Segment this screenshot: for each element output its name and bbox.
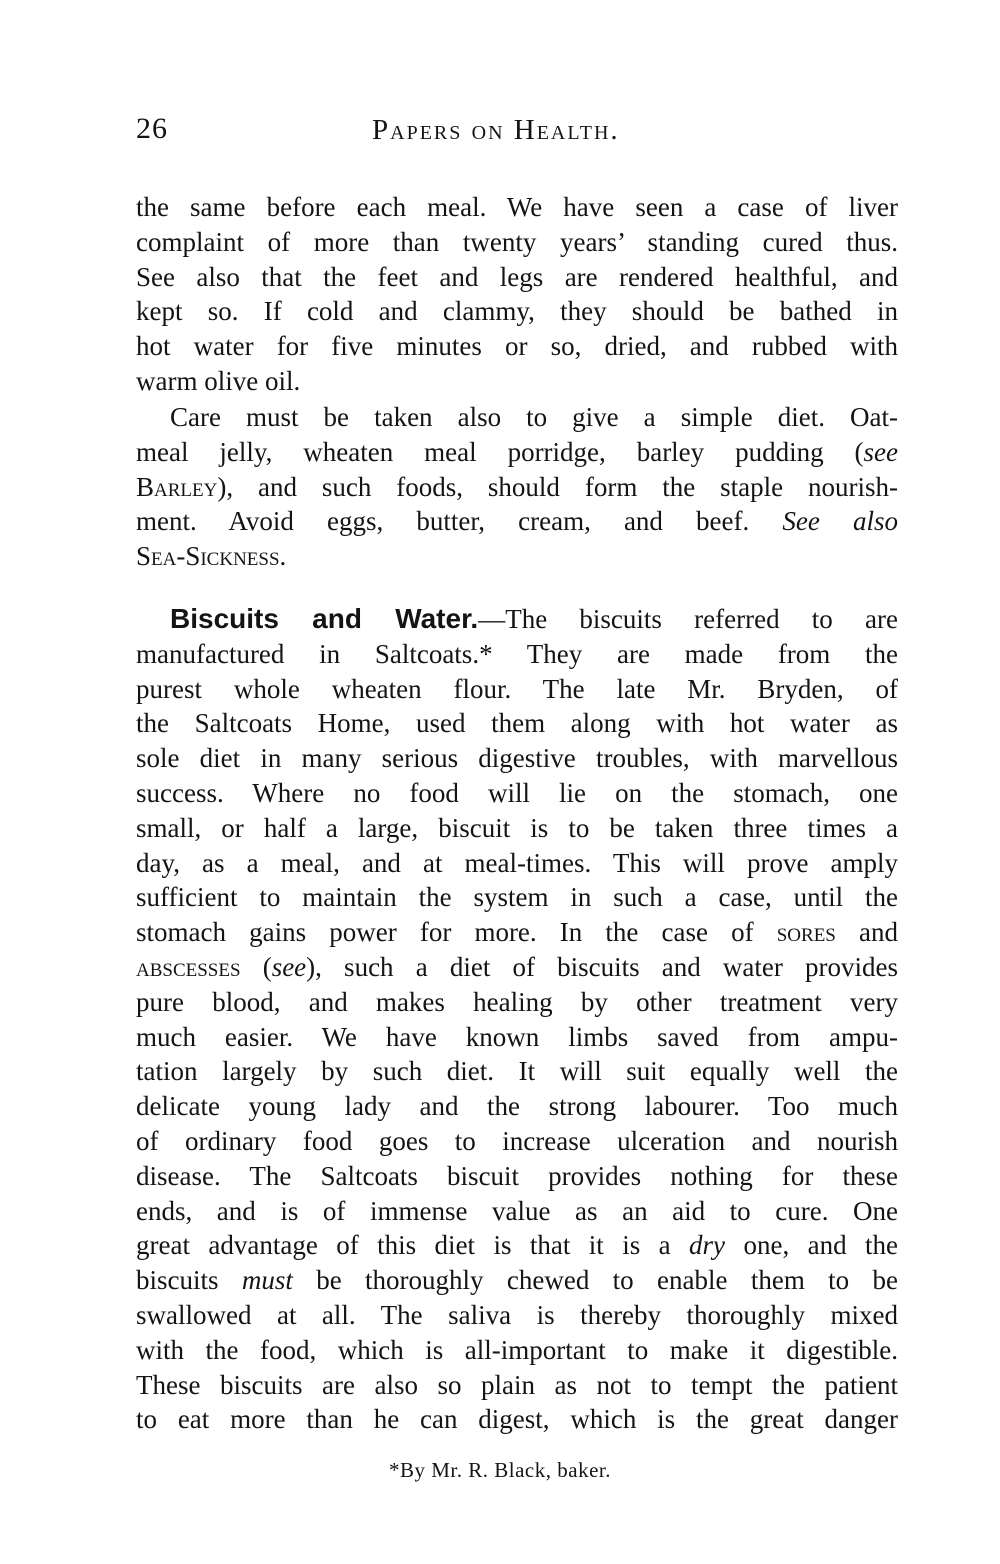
cross-reference-sores: sores — [776, 917, 836, 948]
text-run: be thoroughly chewed to enable them to be — [292, 1265, 898, 1296]
text-line: kept so. If cold and clammy, they should be bathed in — [136, 296, 898, 327]
text-run: ment. Avoid eggs, butter, cream, and beef. — [136, 506, 783, 537]
text-run: one, and the — [725, 1230, 898, 1261]
text-line — [136, 539, 898, 574]
text-line: the same before each meal. We have seen a case of liver — [136, 192, 898, 222]
text-run: great advantage of this diet is that it is a — [136, 1230, 690, 1261]
text-line: disease. The Saltcoats biscuit provides nothing for these — [136, 1160, 898, 1191]
text-line: sole diet in many serious digestive troubles, with marvellous — [136, 743, 898, 774]
text-run: ( — [240, 951, 272, 982]
text-line — [136, 950, 898, 985]
emphasis-must: must — [241, 1265, 293, 1296]
text-line — [136, 435, 898, 470]
cross-reference-see: see — [271, 951, 307, 982]
text-line: success. Where no food will lie on the stomach, one — [136, 777, 898, 808]
text-line: purest whole wheaten flour. The late Mr. Bryden, of — [136, 673, 898, 704]
text-run: stomach gains power for more. In the case of — [136, 917, 777, 948]
text-run: and — [835, 917, 898, 948]
text-line: small, or half a large, biscuit is to be taken three times a — [136, 812, 898, 843]
text-line: sufficient to maintain the system in such a case, until the — [136, 882, 898, 913]
text-run: ), such a diet of biscuits and water provides — [306, 951, 898, 982]
text-line: warm olive oil. — [136, 365, 301, 396]
text-run: ), and such foods, should form the staple nourish- — [217, 471, 898, 502]
cross-reference-see-also: See also — [782, 506, 898, 537]
text-line: to eat more than he can digest, which is the great danger — [136, 1404, 898, 1435]
footnote: *By Mr. R. Black, baker. — [389, 1458, 611, 1482]
page-number: 26 — [136, 112, 168, 145]
text-line: See also that the feet and legs are rendered healthful, and — [136, 261, 898, 292]
text-run: meal jelly, wheaten meal porridge, barley pudding ( — [136, 436, 864, 467]
running-title: Papers on Health. — [372, 114, 620, 146]
emphasis-dry: dry — [689, 1230, 726, 1261]
text-line: manufactured in Saltcoats.* They are made from the — [136, 638, 898, 669]
text-line: hot water for five minutes or so, dried, and rubbed with — [136, 331, 898, 362]
cross-reference-sea-sickness: Sea-Sickness — [136, 541, 280, 572]
paragraph-simple-diet — [136, 400, 898, 574]
text-line: These biscuits are also so plain as not to tempt the patient — [136, 1369, 898, 1400]
running-head — [136, 112, 896, 158]
cross-reference-see: see — [863, 436, 898, 467]
text-line: with the food, which is all-important to make it digestible. — [136, 1334, 898, 1365]
cross-reference-barley: Barley — [136, 471, 218, 502]
text-line: tation largely by such diet. It will suit equally well the — [136, 1056, 898, 1087]
text-run: —The biscuits referred to are — [478, 604, 899, 634]
cross-reference-abscesses: abscesses — [136, 951, 241, 982]
text-line: day, as a meal, and at meal-times. This will prove amply — [136, 847, 898, 878]
text-line — [136, 602, 898, 637]
text-line: pure blood, and makes healing by other treatment very — [136, 986, 898, 1017]
paragraph-liver-complaint — [136, 190, 898, 399]
entry-heading: Biscuits and Water. — [170, 603, 479, 634]
text-line — [136, 915, 898, 950]
text-line: Care must be taken also to give a simple diet. Oat- — [170, 402, 898, 432]
text-line: ends, and is of immense value as an aid to cure. One — [136, 1195, 898, 1226]
text-line: delicate young lady and the strong labourer. Too much — [136, 1091, 898, 1122]
text-line — [136, 1228, 898, 1263]
text-line: swallowed at all. The saliva is thereby thoroughly mixed — [136, 1299, 898, 1330]
text-line — [136, 504, 898, 539]
text-line: the Saltcoats Home, used them along with hot water as — [136, 708, 898, 739]
text-line — [136, 470, 898, 505]
text-line: complaint of more than twenty years’ standing cured thus. — [136, 226, 898, 257]
text-line — [136, 1263, 898, 1298]
text-run: biscuits — [136, 1265, 242, 1296]
text-run: . — [279, 541, 287, 572]
entry-biscuits-and-water — [136, 602, 898, 1437]
text-line: much easier. We have known limbs saved from ampu- — [136, 1021, 898, 1052]
text-line: of ordinary food goes to increase ulceration and nourish — [136, 1125, 898, 1156]
